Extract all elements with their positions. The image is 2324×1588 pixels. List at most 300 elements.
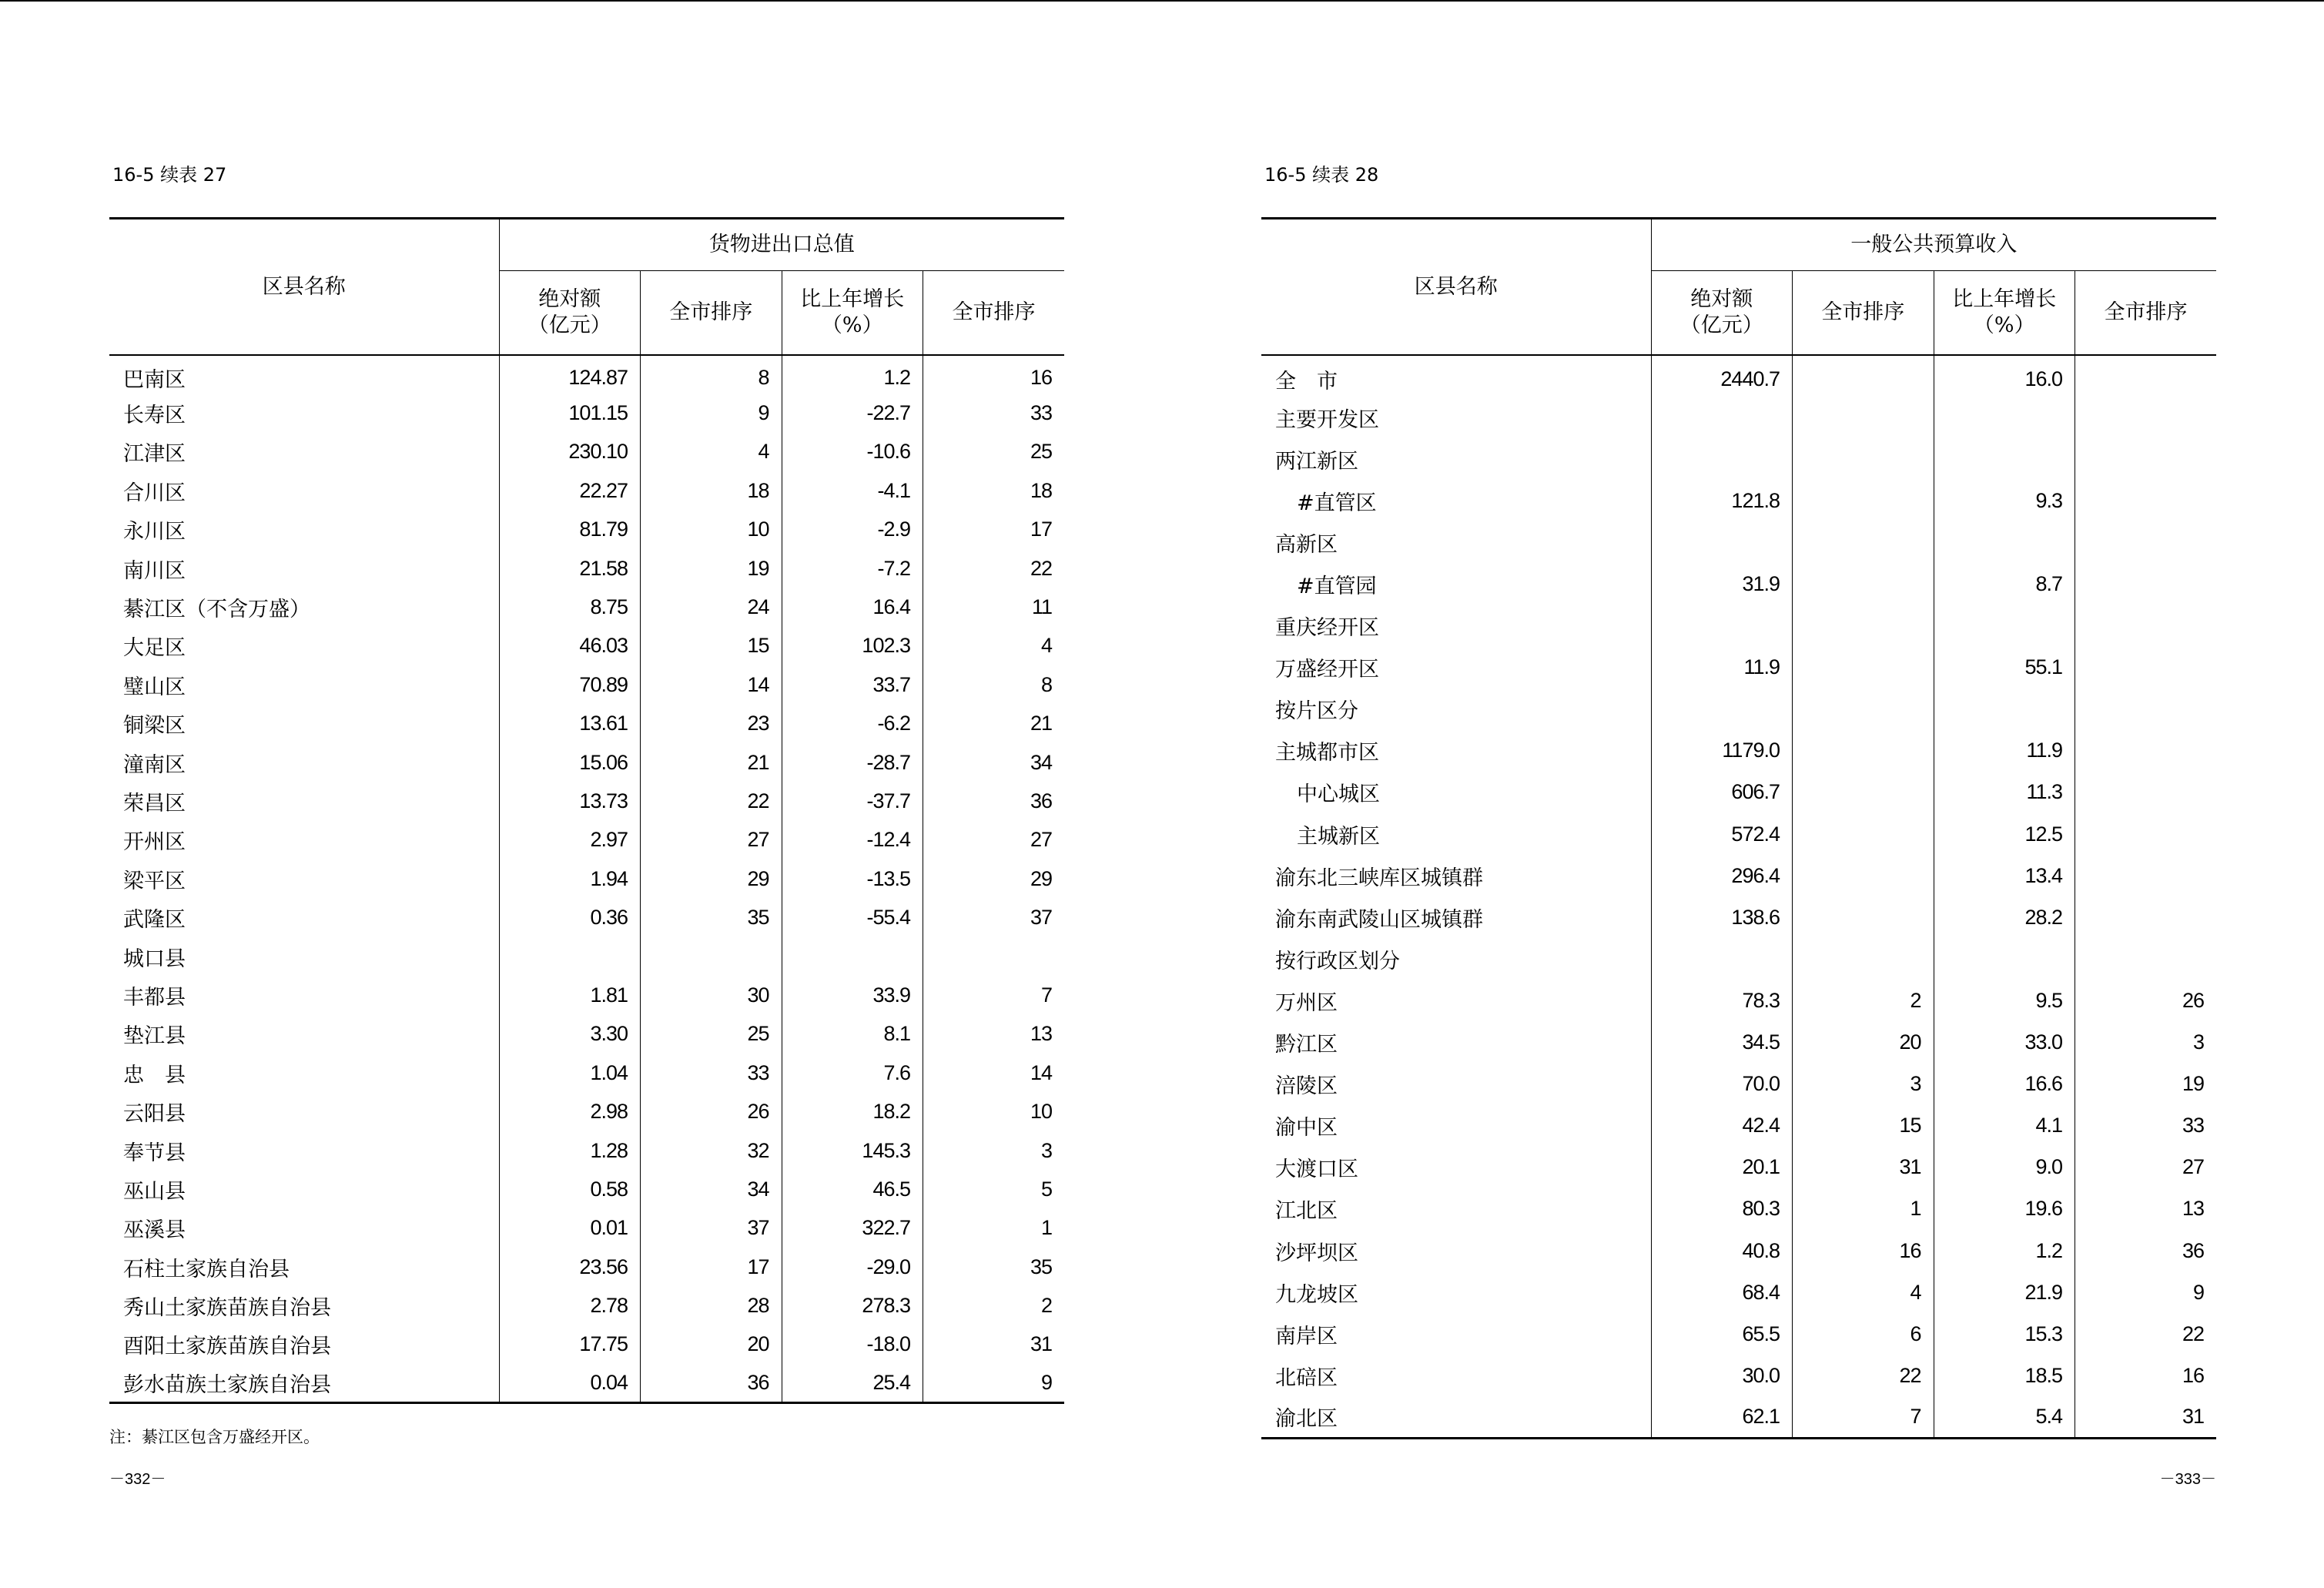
table-row — [1261, 438, 2216, 480]
growth-rank-cell: 16 — [923, 355, 1065, 394]
growth-rank-cell: 22 — [923, 549, 1065, 588]
district-name-cell: 沙坪坝区 — [1275, 1241, 1358, 1265]
growth-rank-cell: 16 — [2075, 1355, 2217, 1396]
growth-cell: 33.0 — [1934, 1022, 2075, 1064]
table-row — [109, 1131, 1064, 1170]
district-name-cell: 大足区 — [123, 636, 186, 661]
absolute-value-cell: 80.3 — [1651, 1188, 1793, 1230]
absolute-value-cell — [1651, 438, 1793, 480]
table-row — [109, 355, 1064, 394]
absolute-value-cell: 1.81 — [499, 976, 641, 1014]
absolute-value-cell: 21.58 — [499, 549, 641, 588]
district-name-cell: 万盛经开区 — [1275, 658, 1379, 682]
district-name-cell: 垫江县 — [123, 1024, 186, 1049]
table-row — [1261, 855, 2216, 896]
district-name-cell: 高新区 — [1275, 532, 1338, 557]
district-name-cell: 渝北区 — [1275, 1407, 1338, 1432]
growth-cell: 1.2 — [1934, 1230, 2075, 1271]
table-row — [1261, 397, 2216, 438]
rank-cell: 33 — [641, 1054, 782, 1092]
table-row — [109, 976, 1064, 1014]
growth-rank-cell: 27 — [2075, 1147, 2217, 1188]
rank-cell: 20 — [1793, 1022, 1934, 1064]
growth-cell: -10.6 — [782, 433, 923, 471]
growth-rank-cell: 22 — [2075, 1313, 2217, 1355]
rank-cell — [1793, 855, 1934, 896]
rank-cell: 30 — [641, 976, 782, 1014]
table-row — [1261, 1355, 2216, 1396]
district-name-cell: 彭水苗族土家族自治县 — [123, 1373, 331, 1398]
growth-cell: 1.2 — [782, 355, 923, 394]
growth-cell: 16.4 — [782, 588, 923, 626]
absolute-value-cell: 23.56 — [499, 1248, 641, 1286]
rank-cell: 20 — [641, 1325, 782, 1364]
rank-cell: 4 — [1793, 1271, 1934, 1313]
table-row — [1261, 1230, 2216, 1271]
growth-cell — [1934, 521, 2075, 563]
rank-cell: 3 — [1793, 1064, 1934, 1105]
district-name-cell: 云阳县 — [123, 1102, 186, 1127]
rank-cell: 7 — [1793, 1396, 1934, 1438]
district-name-cell: 秀山土家族苗族自治县 — [123, 1296, 331, 1321]
growth-rank-cell: 9 — [923, 1364, 1065, 1402]
growth-rank-cell: 17 — [923, 511, 1065, 549]
district-name-cell: 忠 县 — [123, 1063, 186, 1087]
growth-rank-cell: 35 — [923, 1248, 1065, 1286]
rank-cell: 15 — [641, 627, 782, 665]
growth-cell: 21.9 — [1934, 1271, 2075, 1313]
table-row — [1261, 896, 2216, 938]
growth-rank-cell: 34 — [923, 743, 1065, 782]
rank-cell: 25 — [641, 1015, 782, 1054]
rank-cell: 34 — [641, 1170, 782, 1208]
rank-cell: 19 — [641, 549, 782, 588]
table-row — [109, 743, 1064, 782]
growth-cell: 9.3 — [1934, 480, 2075, 521]
absolute-value-cell: 17.75 — [499, 1325, 641, 1364]
growth-rank-cell: 31 — [923, 1325, 1065, 1364]
table-row — [1261, 1313, 2216, 1355]
absolute-value-cell: 13.61 — [499, 705, 641, 743]
growth-rank-cell: 10 — [923, 1092, 1065, 1131]
growth-rank-cell: 14 — [923, 1054, 1065, 1092]
district-name-cell: 重庆经开区 — [1275, 616, 1379, 641]
growth-cell: 322.7 — [782, 1209, 923, 1248]
table-row — [109, 394, 1064, 432]
table-row — [1261, 355, 2216, 397]
growth-cell: -2.9 — [782, 511, 923, 549]
table-row — [1261, 1188, 2216, 1230]
growth-rank-cell: 19 — [2075, 1064, 2217, 1105]
rank-cell: 32 — [641, 1131, 782, 1170]
rank-cell: 8 — [641, 355, 782, 394]
district-name-cell: 武隆区 — [123, 908, 186, 933]
growth-cell: 8.1 — [782, 1015, 923, 1054]
district-name-cell: 梁平区 — [123, 869, 186, 893]
table-row — [109, 511, 1064, 549]
growth-cell: -6.2 — [782, 705, 923, 743]
absolute-value-cell: 3.30 — [499, 1015, 641, 1054]
table-row — [109, 627, 1064, 665]
table-row — [1261, 1271, 2216, 1313]
absolute-value-cell: 78.3 — [1651, 980, 1793, 1021]
absolute-value-cell: 124.87 — [499, 355, 641, 394]
rank-cell: 31 — [1793, 1147, 1934, 1188]
district-name-cell: 渝中区 — [1275, 1116, 1338, 1141]
district-name-cell: 潼南区 — [123, 752, 186, 777]
growth-cell — [1934, 397, 2075, 438]
growth-cell: -12.4 — [782, 821, 923, 859]
absolute-value-cell: 11.9 — [1651, 647, 1793, 688]
district-name-cell: 城口县 — [123, 946, 186, 971]
growth-rank-cell: 37 — [923, 898, 1065, 936]
growth-cell: 33.7 — [782, 665, 923, 704]
rank-cell — [1793, 397, 1934, 438]
rank-cell — [1793, 730, 1934, 772]
district-name-cell: 丰都县 — [123, 985, 186, 1010]
table-row — [109, 1248, 1064, 1286]
absolute-value-cell: 0.58 — [499, 1170, 641, 1208]
district-name-cell: 铜梁区 — [123, 714, 186, 739]
table-row — [109, 433, 1064, 471]
growth-cell: 9.5 — [1934, 980, 2075, 1021]
growth-rank-cell: 4 — [923, 627, 1065, 665]
table-row — [1261, 938, 2216, 980]
absolute-value-cell: 138.6 — [1651, 896, 1793, 938]
rank-cell: 6 — [1793, 1313, 1934, 1355]
absolute-value-cell: 70.89 — [499, 665, 641, 704]
rank-cell: 14 — [641, 665, 782, 704]
rank-cell — [1793, 896, 1934, 938]
absolute-value-cell: 572.4 — [1651, 813, 1793, 855]
table-row — [109, 937, 1064, 976]
absolute-value-cell: 0.04 — [499, 1364, 641, 1402]
district-name-cell: #直管区 — [1297, 491, 1377, 515]
district-name-cell: #直管园 — [1297, 575, 1377, 599]
absolute-value-cell — [1651, 521, 1793, 563]
district-name-cell: 渝东南武陵山区城镇群 — [1275, 907, 1483, 932]
district-name-cell: 巫溪县 — [123, 1218, 186, 1243]
table-row — [1261, 730, 2216, 772]
table-note: 注：綦江区包含万盛经开区。 — [109, 1428, 320, 1446]
growth-rank-cell — [2075, 730, 2217, 772]
growth-cell: 13.4 — [1934, 855, 2075, 896]
table-row — [1261, 1396, 2216, 1438]
growth-cell: 15.3 — [1934, 1313, 2075, 1355]
growth-rank-cell — [2075, 355, 2217, 397]
column-header-growth-rank: 全市排序 — [2075, 271, 2217, 356]
absolute-value-cell: 8.75 — [499, 588, 641, 626]
district-name-cell: 涪陵区 — [1275, 1074, 1338, 1099]
table-row — [109, 782, 1064, 820]
growth-cell: -18.0 — [782, 1325, 923, 1364]
absolute-value-cell: 31.9 — [1651, 563, 1793, 605]
growth-cell: -13.5 — [782, 859, 923, 898]
growth-cell: 18.2 — [782, 1092, 923, 1131]
right-page — [1261, 0, 2216, 1588]
district-name-cell: 南川区 — [123, 558, 186, 583]
district-name-cell: 璧山区 — [123, 675, 186, 699]
rank-cell: 1 — [1793, 1188, 1934, 1230]
table-row — [1261, 1105, 2216, 1147]
district-name-cell: 江津区 — [123, 442, 186, 467]
rank-cell: 35 — [641, 898, 782, 936]
rank-cell: 16 — [1793, 1230, 1934, 1271]
table-row — [109, 1364, 1064, 1402]
growth-cell: 145.3 — [782, 1131, 923, 1170]
growth-cell: 12.5 — [1934, 813, 2075, 855]
growth-rank-cell — [2075, 772, 2217, 813]
absolute-value-cell: 40.8 — [1651, 1230, 1793, 1271]
absolute-value-cell: 70.0 — [1651, 1064, 1793, 1105]
column-header-absolute: 绝对额 （亿元） — [1651, 271, 1793, 356]
growth-cell: 11.3 — [1934, 772, 2075, 813]
growth-rank-cell: 36 — [923, 782, 1065, 820]
absolute-value-cell: 68.4 — [1651, 1271, 1793, 1313]
absolute-value-cell: 0.36 — [499, 898, 641, 936]
rank-cell — [1793, 563, 1934, 605]
rank-cell: 22 — [1793, 1355, 1934, 1396]
absolute-value-cell — [1651, 688, 1793, 730]
table-row — [109, 705, 1064, 743]
growth-rank-cell: 26 — [2075, 980, 2217, 1021]
growth-rank-cell — [2075, 647, 2217, 688]
growth-rank-cell: 3 — [923, 1131, 1065, 1170]
absolute-value-cell: 2.78 — [499, 1286, 641, 1325]
rank-cell — [1793, 647, 1934, 688]
growth-cell: -29.0 — [782, 1248, 923, 1286]
absolute-value-cell: 30.0 — [1651, 1355, 1793, 1396]
absolute-value-cell: 230.10 — [499, 433, 641, 471]
growth-rank-cell: 3 — [2075, 1022, 2217, 1064]
export-import-table — [109, 217, 1064, 1404]
column-header-district: 区县名称 — [109, 219, 499, 356]
rank-cell: 23 — [641, 705, 782, 743]
district-name-cell: 按片区分 — [1275, 699, 1358, 724]
district-name-cell: 黔江区 — [1275, 1033, 1338, 1057]
district-name-cell: 按行政区划分 — [1275, 949, 1400, 973]
growth-cell: 102.3 — [782, 627, 923, 665]
rank-cell: 37 — [641, 1209, 782, 1248]
rank-cell — [1793, 438, 1934, 480]
rank-cell: 9 — [641, 394, 782, 432]
rank-cell: 17 — [641, 1248, 782, 1286]
rank-cell: 24 — [641, 588, 782, 626]
table-row — [1261, 563, 2216, 605]
table-row — [1261, 688, 2216, 730]
growth-cell: 28.2 — [1934, 896, 2075, 938]
rank-cell — [641, 937, 782, 976]
rank-cell — [1793, 355, 1934, 397]
table-row — [109, 821, 1064, 859]
growth-rank-cell — [2075, 605, 2217, 647]
growth-cell: 7.6 — [782, 1054, 923, 1092]
column-group-header: 货物进出口总值 — [499, 219, 1064, 271]
rank-cell: 10 — [641, 511, 782, 549]
rank-cell: 36 — [641, 1364, 782, 1402]
rank-cell: 2 — [1793, 980, 1934, 1021]
page-number: －332－ — [109, 1471, 166, 1488]
absolute-value-cell: 65.5 — [1651, 1313, 1793, 1355]
absolute-value-cell: 1.94 — [499, 859, 641, 898]
table-body — [1261, 355, 2216, 1438]
column-header-absolute: 绝对额 （亿元） — [499, 271, 641, 356]
table-row — [1261, 1022, 2216, 1064]
rank-cell: 21 — [641, 743, 782, 782]
growth-cell: 11.9 — [1934, 730, 2075, 772]
table-row — [1261, 813, 2216, 855]
table-row — [109, 549, 1064, 588]
table-row — [1261, 647, 2216, 688]
column-header-rank: 全市排序 — [1793, 271, 1934, 356]
district-name-cell: 巫山县 — [123, 1179, 186, 1204]
growth-rank-cell: 11 — [923, 588, 1065, 626]
table-body — [109, 355, 1064, 1403]
rank-cell: 27 — [641, 821, 782, 859]
growth-rank-cell: 8 — [923, 665, 1065, 704]
rank-cell: 15 — [1793, 1105, 1934, 1147]
district-name-cell: 渝东北三峡库区城镇群 — [1275, 866, 1483, 890]
absolute-value-cell: 81.79 — [499, 511, 641, 549]
growth-rank-cell — [2075, 938, 2217, 980]
growth-rank-cell — [2075, 688, 2217, 730]
growth-cell — [1934, 688, 2075, 730]
growth-rank-cell: 29 — [923, 859, 1065, 898]
growth-rank-cell — [2075, 521, 2217, 563]
growth-cell: 25.4 — [782, 1364, 923, 1402]
table-row — [1261, 772, 2216, 813]
district-name-cell: 合川区 — [123, 481, 186, 505]
left-page — [109, 0, 1064, 1588]
growth-rank-cell: 33 — [2075, 1105, 2217, 1147]
absolute-value-cell — [1651, 605, 1793, 647]
table-row — [109, 588, 1064, 626]
growth-rank-cell — [2075, 855, 2217, 896]
growth-rank-cell — [923, 937, 1065, 976]
district-name-cell: 酉阳土家族苗族自治县 — [123, 1335, 331, 1359]
growth-cell: -4.1 — [782, 471, 923, 510]
table-row — [1261, 521, 2216, 563]
growth-cell: 33.9 — [782, 976, 923, 1014]
growth-cell — [1934, 938, 2075, 980]
district-name-cell: 中心城区 — [1297, 782, 1380, 807]
table-row — [109, 898, 1064, 936]
absolute-value-cell: 2.97 — [499, 821, 641, 859]
growth-cell: -28.7 — [782, 743, 923, 782]
column-header-rank: 全市排序 — [641, 271, 782, 356]
rank-cell — [1793, 605, 1934, 647]
growth-cell: 9.0 — [1934, 1147, 2075, 1188]
rank-cell — [1793, 480, 1934, 521]
growth-cell: 46.5 — [782, 1170, 923, 1208]
rank-cell — [1793, 521, 1934, 563]
rank-cell — [1793, 813, 1934, 855]
table-row — [109, 665, 1064, 704]
growth-cell: 5.4 — [1934, 1396, 2075, 1438]
absolute-value-cell: 121.8 — [1651, 480, 1793, 521]
growth-rank-cell: 9 — [2075, 1271, 2217, 1313]
district-name-cell: 荣昌区 — [123, 791, 186, 816]
growth-cell — [1934, 438, 2075, 480]
table-row — [109, 1092, 1064, 1131]
growth-rank-cell — [2075, 563, 2217, 605]
table-row — [1261, 980, 2216, 1021]
absolute-value-cell: 34.5 — [1651, 1022, 1793, 1064]
absolute-value-cell: 2440.7 — [1651, 355, 1793, 397]
absolute-value-cell — [1651, 397, 1793, 438]
column-header-district: 区县名称 — [1261, 219, 1651, 356]
table-row — [1261, 1147, 2216, 1188]
growth-cell: 19.6 — [1934, 1188, 2075, 1230]
rank-cell: 18 — [641, 471, 782, 510]
absolute-value-cell: 13.73 — [499, 782, 641, 820]
absolute-value-cell — [499, 937, 641, 976]
growth-rank-cell: 18 — [923, 471, 1065, 510]
absolute-value-cell: 1179.0 — [1651, 730, 1793, 772]
table-row — [109, 1209, 1064, 1248]
absolute-value-cell: 46.03 — [499, 627, 641, 665]
table-row — [109, 1286, 1064, 1325]
growth-cell: 18.5 — [1934, 1355, 2075, 1396]
column-header-growth-rank: 全市排序 — [923, 271, 1065, 356]
district-name-cell: 奉节县 — [123, 1141, 186, 1165]
growth-cell — [782, 937, 923, 976]
absolute-value-cell: 606.7 — [1651, 772, 1793, 813]
absolute-value-cell: 22.27 — [499, 471, 641, 510]
absolute-value-cell: 2.98 — [499, 1092, 641, 1131]
district-name-cell: 九龙坡区 — [1275, 1282, 1358, 1307]
rank-cell — [1793, 772, 1934, 813]
growth-cell: -7.2 — [782, 549, 923, 588]
absolute-value-cell: 1.04 — [499, 1054, 641, 1092]
growth-cell — [1934, 605, 2075, 647]
growth-cell: 55.1 — [1934, 647, 2075, 688]
table-row — [1261, 1064, 2216, 1105]
absolute-value-cell: 296.4 — [1651, 855, 1793, 896]
table-row — [109, 1054, 1064, 1092]
district-name-cell: 全 市 — [1275, 370, 1338, 394]
absolute-value-cell: 15.06 — [499, 743, 641, 782]
growth-cell: 16.0 — [1934, 355, 2075, 397]
rank-cell: 29 — [641, 859, 782, 898]
table-row — [1261, 480, 2216, 521]
absolute-value-cell: 0.01 — [499, 1209, 641, 1248]
growth-rank-cell — [2075, 438, 2217, 480]
growth-cell: 4.1 — [1934, 1105, 2075, 1147]
district-name-cell: 大渡口区 — [1275, 1157, 1358, 1182]
district-name-cell: 长寿区 — [123, 404, 186, 428]
column-header-growth: 比上年增长 （%） — [1934, 271, 2075, 356]
column-header-growth: 比上年增长 （%） — [782, 271, 923, 356]
district-name-cell: 永川区 — [123, 520, 186, 544]
rank-cell — [1793, 688, 1934, 730]
district-name-cell: 万州区 — [1275, 990, 1338, 1015]
rank-cell: 28 — [641, 1286, 782, 1325]
growth-cell: 278.3 — [782, 1286, 923, 1325]
district-name-cell: 主城都市区 — [1275, 741, 1379, 766]
table-row — [109, 1015, 1064, 1054]
growth-rank-cell: 21 — [923, 705, 1065, 743]
growth-rank-cell — [2075, 813, 2217, 855]
rank-cell: 4 — [641, 433, 782, 471]
district-name-cell: 巴南区 — [123, 368, 186, 393]
page-number: －333－ — [2159, 1471, 2216, 1488]
absolute-value-cell: 20.1 — [1651, 1147, 1793, 1188]
district-name-cell: 两江新区 — [1275, 449, 1358, 474]
growth-rank-cell: 36 — [2075, 1230, 2217, 1271]
district-name-cell: 开州区 — [123, 830, 186, 855]
growth-rank-cell: 31 — [2075, 1396, 2217, 1438]
